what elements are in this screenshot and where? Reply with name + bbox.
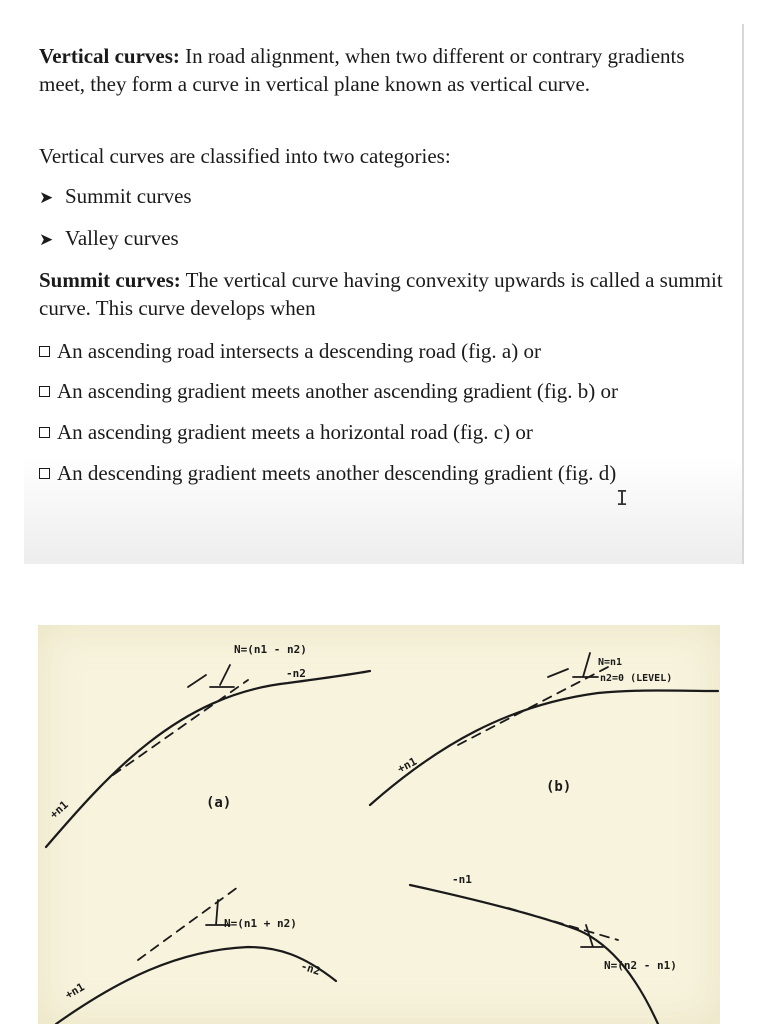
fig-b-deviation-label: N=n1	[598, 657, 623, 668]
bullet-valley-curves	[39, 224, 179, 254]
summit-curves-figure	[38, 625, 720, 1024]
fig-c-deviation-label: N=(n1 + n2)	[224, 917, 297, 930]
fig-a-deviation-label: N=(n1 - n2)	[234, 643, 307, 656]
fig-a-tangent	[113, 680, 248, 775]
fig-d-tangent	[508, 908, 618, 940]
fig-a-left-grade: +n1	[47, 798, 71, 822]
condition-item	[39, 337, 541, 365]
fig-a-caption: (a)	[206, 795, 232, 811]
condition-label: An descending gradient meets another descending gradient (fig. d)	[57, 461, 617, 485]
intro-paragraph	[39, 42, 729, 98]
fig-c-right-grade: -n2	[299, 959, 322, 978]
fig-d-curve	[410, 885, 658, 1024]
checkbox-bullet-icon	[39, 346, 50, 357]
fig-c-left-grade: +n1	[63, 980, 87, 1002]
bullet-label: Summit curves	[65, 184, 192, 208]
fig-b-left-grade: +n1	[395, 754, 419, 776]
condition-label: An ascending gradient meets another ascending gradient (fig. b) or	[57, 379, 618, 403]
condition-item	[39, 459, 616, 487]
arrow-bullet-icon: ➤	[39, 188, 54, 207]
bullet-summit-curves	[39, 182, 192, 212]
figure-drawing	[38, 625, 720, 1024]
condition-label: An ascending gradient meets a horizontal road (fig. c) or	[57, 420, 533, 444]
checkbox-bullet-icon	[39, 386, 50, 397]
fig-b-tangent	[458, 667, 608, 745]
summit-paragraph	[39, 266, 729, 322]
text-cursor-icon: I	[616, 486, 629, 510]
summit-curves-definition: The vertical curve having convexity upwards is called a summit curve. This curve develops when	[39, 268, 723, 320]
fig-a-right-grade: -n2	[286, 667, 306, 680]
checkbox-bullet-icon	[39, 468, 50, 479]
vertical-curves-term: Vertical curves:	[39, 44, 180, 68]
condition-item	[39, 418, 533, 446]
summit-curves-term: Summit curves:	[39, 268, 181, 292]
arrow-bullet-icon: ➤	[39, 230, 54, 249]
condition-label: An ascending road intersects a descending road (fig. a) or	[57, 339, 541, 363]
fig-a-curve	[46, 671, 370, 847]
fig-b-offset	[548, 653, 598, 677]
fig-d-left-grade: -n1	[452, 873, 472, 886]
fig-c-curve	[56, 947, 336, 1024]
condition-item	[39, 377, 618, 405]
fig-a-offset	[188, 665, 234, 687]
fig-b-right-grade: n2=0 (LEVEL)	[600, 673, 673, 684]
checkbox-bullet-icon	[39, 427, 50, 438]
bullet-label: Valley curves	[65, 226, 179, 250]
categories-intro: Vertical curves are classified into two categories:	[39, 144, 451, 168]
fig-b-caption: (b)	[546, 779, 572, 795]
slide-panel	[24, 24, 744, 564]
fig-d-deviation-label: N=(n2 - n1)	[604, 959, 677, 972]
fig-b-curve	[370, 691, 718, 806]
vertical-curves-definition: In road alignment, when two different or contrary gradients meet, they form a curve in vertical plane known as vertical curve.	[39, 44, 685, 96]
